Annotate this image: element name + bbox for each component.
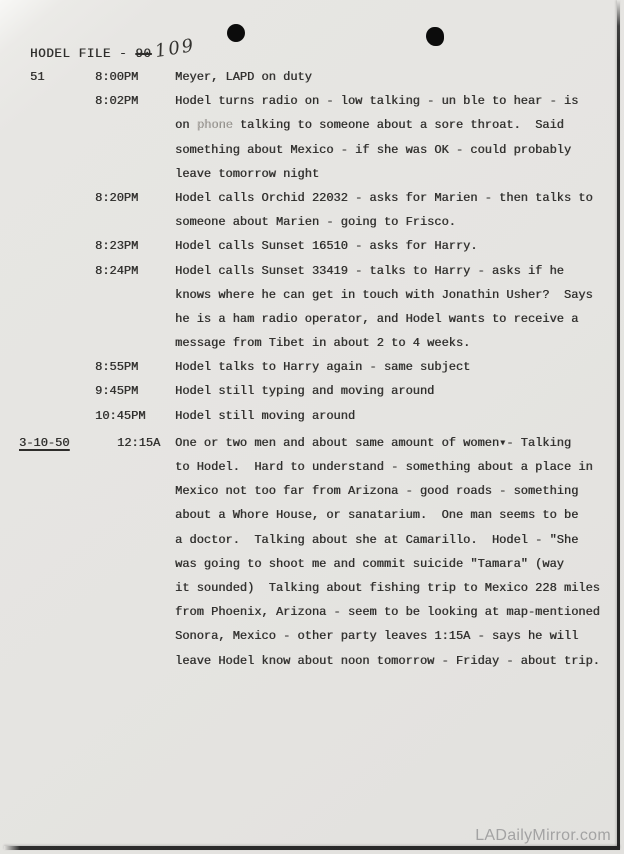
log-text <box>175 118 564 132</box>
document-title-text: HODEL FILE - <box>30 47 136 61</box>
log-entry-number: 51 <box>30 70 45 84</box>
log-text: Sonora, Mexico - other party leaves 1:15A - says he will <box>175 629 579 644</box>
log-row <box>0 600 624 624</box>
log-row <box>0 186 624 210</box>
log-row <box>0 379 624 403</box>
log-text: leave tomorrow night <box>175 166 320 181</box>
log-text: Hodel calls Orchid 22032 - asks for Marien - then talks to <box>175 190 593 205</box>
log-text: Meyer, LAPD on duty <box>175 70 312 84</box>
log-time: 8:24PM <box>95 263 139 278</box>
log-text-segment: on <box>175 118 197 133</box>
log-row <box>0 355 624 379</box>
log-row <box>0 552 624 576</box>
log-text: from Phoenix, Arizona - seem to be looking at map-mentioned <box>175 605 600 620</box>
log-row <box>0 210 624 234</box>
log-text: Hodel still moving around <box>175 408 356 423</box>
log-text: about a Whore House, or sanatarium. One man seems to be <box>175 508 579 523</box>
log-row <box>0 89 624 113</box>
log-text: Hodel still typing and moving around <box>175 384 435 399</box>
log-time: 8:55PM <box>95 360 139 375</box>
scan-edge-right <box>617 0 620 848</box>
surveillance-log <box>0 65 624 673</box>
log-text: leave Hodel know about noon tomorrow - Friday - about trip. <box>175 653 600 668</box>
log-date: 3-10-50 <box>19 435 70 450</box>
log-time: 9:45PM <box>95 384 139 399</box>
log-text: Mexico not too far from Arizona - good roads - something <box>175 484 579 499</box>
log-row <box>0 503 624 527</box>
log-text: Hodel turns radio on - low talking - un ble to hear - is <box>175 94 579 109</box>
log-text: a doctor. Talking about she at Camarillo. Hodel - "She <box>175 532 579 547</box>
log-row <box>0 234 624 258</box>
log-text: to Hodel. Hard to understand - something about a place in <box>175 460 593 474</box>
log-text: knows where he can get in touch with Jonathin Usher? Says <box>175 287 593 302</box>
log-row <box>0 307 624 331</box>
log-time: 8:20PM <box>95 190 139 205</box>
log-text: Hodel talks to Harry again - same subject <box>175 360 471 375</box>
log-row <box>0 113 624 137</box>
log-row <box>0 65 624 89</box>
handwritten-page-number: 109 <box>153 34 197 63</box>
hole-punch-right-icon <box>426 27 444 46</box>
log-text: was going to shoot me and commit suicide "Tamara" (way <box>175 556 564 571</box>
struck-page-number: 90 <box>135 47 152 61</box>
watermark: LADailyMirror.com <box>475 827 611 844</box>
log-time: 10:45PM <box>95 408 146 423</box>
log-row <box>0 404 624 428</box>
log-text-faint-word: phone <box>196 118 233 133</box>
log-row <box>0 331 624 355</box>
log-row <box>0 528 624 552</box>
log-time: 8:00PM <box>95 70 139 84</box>
log-text: it sounded) Talking about fishing trip to Mexico 228 miles <box>175 580 600 595</box>
log-row <box>0 283 624 307</box>
log-text-segment: talking to someone about a sore throat. Said <box>232 118 564 133</box>
log-row <box>0 576 624 600</box>
log-row <box>0 479 624 503</box>
log-text: he is a ham radio operator, and Hodel wants to receive a <box>175 311 579 326</box>
log-time: 8:02PM <box>95 94 139 109</box>
log-row <box>0 259 624 283</box>
log-text: message from Tibet in about 2 to 4 weeks. <box>175 336 471 351</box>
log-text: One or two men and about same amount of women▾- Talking <box>175 435 572 450</box>
log-row <box>0 455 624 479</box>
log-row <box>0 162 624 186</box>
log-row <box>0 649 624 673</box>
hole-punch-left-icon <box>227 24 245 42</box>
log-time: 12:15A <box>117 435 161 450</box>
log-time: 8:23PM <box>95 239 139 254</box>
log-row <box>0 138 624 162</box>
document-title <box>30 34 197 64</box>
log-row-new-date <box>0 431 624 455</box>
log-text: someone about Marien - going to Frisco. <box>175 215 456 230</box>
log-row <box>0 624 624 648</box>
log-text: Hodel calls Sunset 33419 - talks to Harry - asks if he <box>175 263 564 278</box>
log-text: something about Mexico - if she was OK - could probably <box>175 142 572 157</box>
log-text: Hodel calls Sunset 16510 - asks for Harry. <box>175 239 478 254</box>
scan-edge-bottom <box>4 846 620 850</box>
